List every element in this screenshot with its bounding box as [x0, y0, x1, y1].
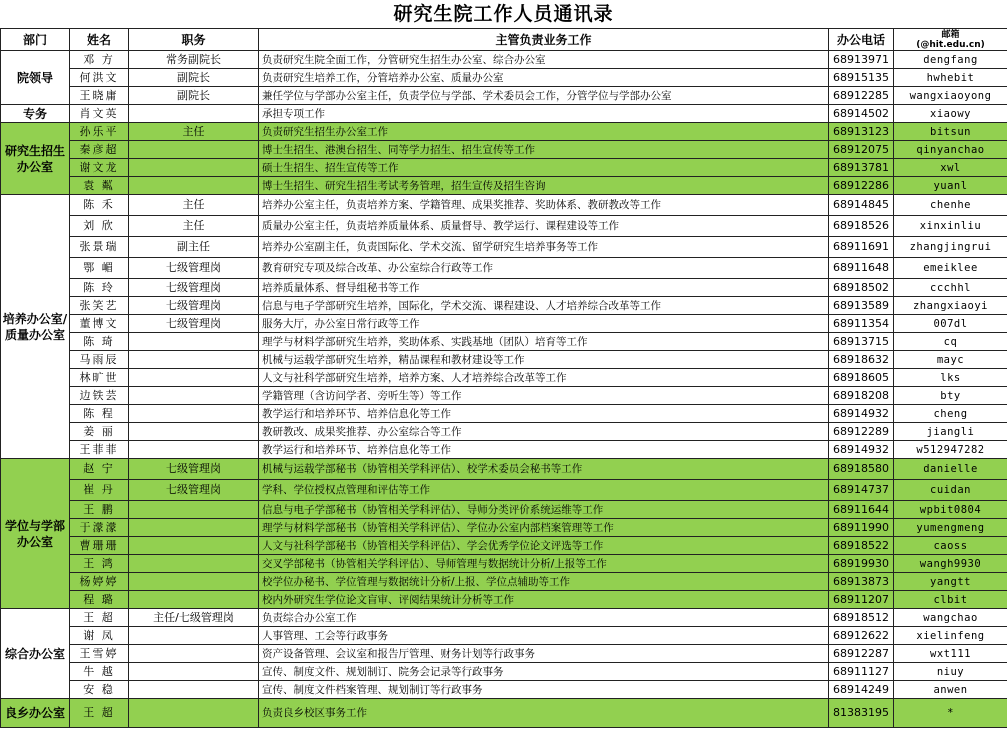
name-cell: 刘 欣 [70, 216, 129, 237]
header-email [894, 29, 1007, 51]
email-cell: qinyanchao [894, 141, 1007, 159]
email-cell: 007dl [894, 315, 1007, 333]
email-cell: cheng [894, 405, 1007, 423]
table-row [1, 555, 1007, 573]
table-row [1, 123, 1007, 141]
name-cell: 陈 禾 [70, 195, 129, 216]
duty-cell: 人文与社科学部研究生培养，培养方案、人才培养综合改革等工作 [259, 369, 829, 387]
table-row [1, 681, 1007, 699]
phone-cell: 68918526 [829, 216, 894, 237]
name-cell: 邓 方 [70, 51, 129, 69]
position-cell [129, 501, 259, 519]
email-cell: wxt111 [894, 645, 1007, 663]
name-cell: 谢文龙 [70, 159, 129, 177]
name-cell: 王晓庸 [70, 87, 129, 105]
position-cell [129, 387, 259, 405]
position-cell: 主任 [129, 123, 259, 141]
table-row [1, 141, 1007, 159]
position-cell [129, 105, 259, 123]
table-row [1, 519, 1007, 537]
email-cell: ccchhl [894, 279, 1007, 297]
table-row [1, 699, 1007, 728]
email-cell: yumengmeng [894, 519, 1007, 537]
position-cell [129, 591, 259, 609]
duty-cell: 校内外研究生学位论文盲审、评阅结果统计分析等工作 [259, 591, 829, 609]
position-cell: 七级管理岗 [129, 315, 259, 333]
phone-cell: 68911127 [829, 663, 894, 681]
duty-cell: 负责研究生招生办公室工作 [259, 123, 829, 141]
table-row [1, 258, 1007, 279]
duty-cell: 人文与社科学部秘书（协管相关学科评估）、学会优秀学位论文评选等工作 [259, 537, 829, 555]
name-cell: 程 璐 [70, 591, 129, 609]
table-row [1, 480, 1007, 501]
phone-cell: 68914737 [829, 480, 894, 501]
position-cell: 七级管理岗 [129, 459, 259, 480]
phone-cell: 68912286 [829, 177, 894, 195]
phone-cell: 68912622 [829, 627, 894, 645]
department-cell: 院领导 [1, 51, 70, 105]
name-cell: 于濛濛 [70, 519, 129, 537]
name-cell: 谢 凤 [70, 627, 129, 645]
position-cell [129, 405, 259, 423]
directory-body [1, 51, 1007, 728]
phone-cell: 68911207 [829, 591, 894, 609]
email-cell: wangchao [894, 609, 1007, 627]
email-cell: danielle [894, 459, 1007, 480]
name-cell: 陈 玲 [70, 279, 129, 297]
name-cell: 陈 琦 [70, 333, 129, 351]
email-cell: caoss [894, 537, 1007, 555]
position-cell [129, 441, 259, 459]
position-cell [129, 573, 259, 591]
duty-cell: 负责研究生院全面工作，分管研究生招生办公室、综合办公室 [259, 51, 829, 69]
department-cell: 研究生招生办公室 [1, 123, 70, 195]
table-row [1, 279, 1007, 297]
position-cell: 七级管理岗 [129, 258, 259, 279]
duty-cell: 承担专项工作 [259, 105, 829, 123]
department-cell: 学位与学部办公室 [1, 459, 70, 609]
phone-cell: 68918632 [829, 351, 894, 369]
email-cell: emeiklee [894, 258, 1007, 279]
department-cell: 综合办公室 [1, 609, 70, 699]
email-cell: jiangli [894, 423, 1007, 441]
duty-cell: 博士生招生、港澳台招生、同等学力招生、招生宣传等工作 [259, 141, 829, 159]
position-cell [129, 333, 259, 351]
phone-cell: 68913589 [829, 297, 894, 315]
name-cell: 边铁芸 [70, 387, 129, 405]
header-email-label: 邮箱 [941, 29, 960, 40]
name-cell: 董博文 [70, 315, 129, 333]
phone-cell: 68911644 [829, 501, 894, 519]
table-row [1, 351, 1007, 369]
position-cell [129, 369, 259, 387]
name-cell: 崔 丹 [70, 480, 129, 501]
department-cell: 良乡办公室 [1, 699, 70, 728]
email-cell: lks [894, 369, 1007, 387]
duty-cell: 学科、学位授权点管理和评估等工作 [259, 480, 829, 501]
table-row [1, 297, 1007, 315]
header-email-domain: (@hit.edu.cn) [916, 39, 985, 50]
email-cell: yuanl [894, 177, 1007, 195]
table-row [1, 69, 1007, 87]
email-cell: xwl [894, 159, 1007, 177]
position-cell [129, 663, 259, 681]
phone-cell: 68915135 [829, 69, 894, 87]
position-cell: 主任 [129, 195, 259, 216]
phone-cell: 68913971 [829, 51, 894, 69]
email-cell: bty [894, 387, 1007, 405]
name-cell: 何洪文 [70, 69, 129, 87]
table-row [1, 237, 1007, 258]
header-name: 姓名 [70, 29, 129, 51]
table-row [1, 369, 1007, 387]
table-row [1, 627, 1007, 645]
phone-cell: 68911691 [829, 237, 894, 258]
duty-cell: 机械与运载学部秘书（协管相关学科评估）、校学术委员会秘书等工作 [259, 459, 829, 480]
table-row [1, 105, 1007, 123]
phone-cell: 68911990 [829, 519, 894, 537]
email-cell: w512947282 [894, 441, 1007, 459]
duty-cell: 学籍管理（含访问学者、旁听生等）等工作 [259, 387, 829, 405]
position-cell [129, 537, 259, 555]
name-cell: 鄂 嵋 [70, 258, 129, 279]
phone-cell: 68911354 [829, 315, 894, 333]
email-cell: dengfang [894, 51, 1007, 69]
phone-cell: 68911648 [829, 258, 894, 279]
position-cell [129, 627, 259, 645]
phone-cell: 68918208 [829, 387, 894, 405]
position-cell: 七级管理岗 [129, 480, 259, 501]
name-cell: 王雪婷 [70, 645, 129, 663]
phone-cell: 68914932 [829, 405, 894, 423]
phone-cell: 68918580 [829, 459, 894, 480]
email-cell: zhangxiaoyi [894, 297, 1007, 315]
table-row [1, 51, 1007, 69]
phone-cell: 68918512 [829, 609, 894, 627]
email-cell: wangh9930 [894, 555, 1007, 573]
duty-cell: 兼任学位与学部办公室主任，负责学位与学部、学术委员会工作，分管学位与学部办公室 [259, 87, 829, 105]
email-cell: bitsun [894, 123, 1007, 141]
name-cell: 牛 越 [70, 663, 129, 681]
header-position: 职务 [129, 29, 259, 51]
name-cell: 安 稳 [70, 681, 129, 699]
page-title: 研究生院工作人员通讯录 [393, 3, 614, 25]
position-cell: 常务副院长 [129, 51, 259, 69]
position-cell [129, 681, 259, 699]
duty-cell: 机械与运载学部研究生培养，精品课程和教材建设等工作 [259, 351, 829, 369]
email-cell: zhangjingrui [894, 237, 1007, 258]
name-cell: 曹珊珊 [70, 537, 129, 555]
position-cell: 主任/七级管理岗 [129, 609, 259, 627]
table-row [1, 159, 1007, 177]
position-cell: 副院长 [129, 69, 259, 87]
department-cell: 培养办公室/质量办公室 [1, 195, 70, 459]
email-cell: wangxiaoyong [894, 87, 1007, 105]
table-row [1, 609, 1007, 627]
position-cell [129, 159, 259, 177]
duty-cell: 教研教改、成果奖推荐、办公室综合等工作 [259, 423, 829, 441]
name-cell: 张笑艺 [70, 297, 129, 315]
duty-cell: 负责研究生培养工作，分管培养办公室、质量办公室 [259, 69, 829, 87]
phone-cell: 68918502 [829, 279, 894, 297]
email-cell: wpbit0804 [894, 501, 1007, 519]
position-cell [129, 555, 259, 573]
phone-cell: 81383195 [829, 699, 894, 728]
header-duty: 主管负责业务工作 [259, 29, 829, 51]
duty-cell: 宣传、制度文件档案管理、规划制订等行政事务 [259, 681, 829, 699]
phone-cell: 68914845 [829, 195, 894, 216]
position-cell [129, 423, 259, 441]
table-row [1, 387, 1007, 405]
directory-table [0, 28, 1007, 728]
name-cell: 林旷世 [70, 369, 129, 387]
header-phone: 办公电话 [829, 29, 894, 51]
duty-cell: 负责良乡校区事务工作 [259, 699, 829, 728]
phone-cell: 68912285 [829, 87, 894, 105]
table-row [1, 441, 1007, 459]
email-cell: niuy [894, 663, 1007, 681]
header-row [1, 29, 1007, 51]
phone-cell: 68913781 [829, 159, 894, 177]
duty-cell: 人事管理、工会等行政事务 [259, 627, 829, 645]
name-cell: 王 超 [70, 699, 129, 728]
position-cell: 副院长 [129, 87, 259, 105]
email-cell: chenhe [894, 195, 1007, 216]
table-row [1, 573, 1007, 591]
email-cell: xinxinliu [894, 216, 1007, 237]
duty-cell: 宣传、制度文件、规划制订、院务会记录等行政事务 [259, 663, 829, 681]
phone-cell: 68913123 [829, 123, 894, 141]
email-cell: xiaowy [894, 105, 1007, 123]
duty-cell: 培养质量体系、督导组秘书等工作 [259, 279, 829, 297]
email-cell: cuidan [894, 480, 1007, 501]
position-cell: 主任 [129, 216, 259, 237]
name-cell: 马雨辰 [70, 351, 129, 369]
table-row [1, 591, 1007, 609]
email-cell: mayc [894, 351, 1007, 369]
position-cell [129, 699, 259, 728]
position-cell: 七级管理岗 [129, 297, 259, 315]
table-row [1, 405, 1007, 423]
phone-cell: 68912289 [829, 423, 894, 441]
duty-cell: 培养办公室副主任，负责国际化、学术交流、留学研究生培养事务等工作 [259, 237, 829, 258]
duty-cell: 资产设备管理、会议室和报告厅管理、财务计划等行政事务 [259, 645, 829, 663]
header-dept: 部门 [1, 29, 70, 51]
duty-cell: 质量办公室主任，负责培养质量体系、质量督导、教学运行、课程建设等工作 [259, 216, 829, 237]
duty-cell: 校学位办秘书、学位管理与数据统计分析/上报、学位点辅助等工作 [259, 573, 829, 591]
phone-cell: 68914249 [829, 681, 894, 699]
name-cell: 秦彦超 [70, 141, 129, 159]
name-cell: 姜 丽 [70, 423, 129, 441]
duty-cell: 教育研究专项及综合改革、办公室综合行政等工作 [259, 258, 829, 279]
email-cell: * [894, 699, 1007, 728]
table-row [1, 315, 1007, 333]
table-row [1, 645, 1007, 663]
phone-cell: 68913873 [829, 573, 894, 591]
duty-cell: 硕士生招生、招生宣传等工作 [259, 159, 829, 177]
name-cell: 肖文英 [70, 105, 129, 123]
name-cell: 赵 宁 [70, 459, 129, 480]
phone-cell: 68918605 [829, 369, 894, 387]
table-row [1, 663, 1007, 681]
name-cell: 王 超 [70, 609, 129, 627]
position-cell [129, 519, 259, 537]
name-cell: 孙乐平 [70, 123, 129, 141]
table-row [1, 423, 1007, 441]
phone-cell: 68918522 [829, 537, 894, 555]
duty-cell: 信息与电子学部秘书（协管相关学科评估）、导师分类评价系统运维等工作 [259, 501, 829, 519]
table-row [1, 87, 1007, 105]
department-cell: 专务 [1, 105, 70, 123]
phone-cell: 68914502 [829, 105, 894, 123]
phone-cell: 68913715 [829, 333, 894, 351]
duty-cell: 培养办公室主任，负责培养方案、学籍管理、成果奖推荐、奖助体系、教研教改等工作 [259, 195, 829, 216]
position-cell [129, 141, 259, 159]
name-cell: 王菲菲 [70, 441, 129, 459]
phone-cell: 68912287 [829, 645, 894, 663]
name-cell: 陈 程 [70, 405, 129, 423]
position-cell [129, 351, 259, 369]
table-row [1, 195, 1007, 216]
duty-cell: 博士生招生、研究生招生考试考务管理，招生宣传及招生咨询 [259, 177, 829, 195]
position-cell: 七级管理岗 [129, 279, 259, 297]
email-cell: clbit [894, 591, 1007, 609]
phone-cell: 68919930 [829, 555, 894, 573]
name-cell: 王 鹏 [70, 501, 129, 519]
table-row [1, 333, 1007, 351]
duty-cell: 信息与电子学部研究生培养，国际化，学术交流、课程建设、人才培养综合改革等工作 [259, 297, 829, 315]
name-cell: 张景瑞 [70, 237, 129, 258]
email-cell: yangtt [894, 573, 1007, 591]
email-cell: xielinfeng [894, 627, 1007, 645]
name-cell: 袁 粼 [70, 177, 129, 195]
duty-cell: 教学运行和培养环节、培养信息化等工作 [259, 405, 829, 423]
table-row [1, 501, 1007, 519]
phone-cell: 68914932 [829, 441, 894, 459]
email-cell: hwhebit [894, 69, 1007, 87]
duty-cell: 交叉学部秘书（协管相关学科评估）、导师管理与数据统计分析/上报等工作 [259, 555, 829, 573]
name-cell: 王 鸿 [70, 555, 129, 573]
position-cell: 副主任 [129, 237, 259, 258]
duty-cell: 理学与材料学部研究生培养，奖助体系、实践基地（团队）培育等工作 [259, 333, 829, 351]
table-row [1, 216, 1007, 237]
phone-cell: 68912075 [829, 141, 894, 159]
name-cell: 杨婷婷 [70, 573, 129, 591]
email-cell: anwen [894, 681, 1007, 699]
duty-cell: 教学运行和培养环节、培养信息化等工作 [259, 441, 829, 459]
duty-cell: 理学与材料学部秘书（协管相关学科评估）、学位办公室内部档案管理等工作 [259, 519, 829, 537]
duty-cell: 服务大厅，办公室日常行政等工作 [259, 315, 829, 333]
table-row [1, 177, 1007, 195]
duty-cell: 负责综合办公室工作 [259, 609, 829, 627]
table-row [1, 459, 1007, 480]
position-cell [129, 645, 259, 663]
position-cell [129, 177, 259, 195]
table-row [1, 537, 1007, 555]
email-cell: cq [894, 333, 1007, 351]
